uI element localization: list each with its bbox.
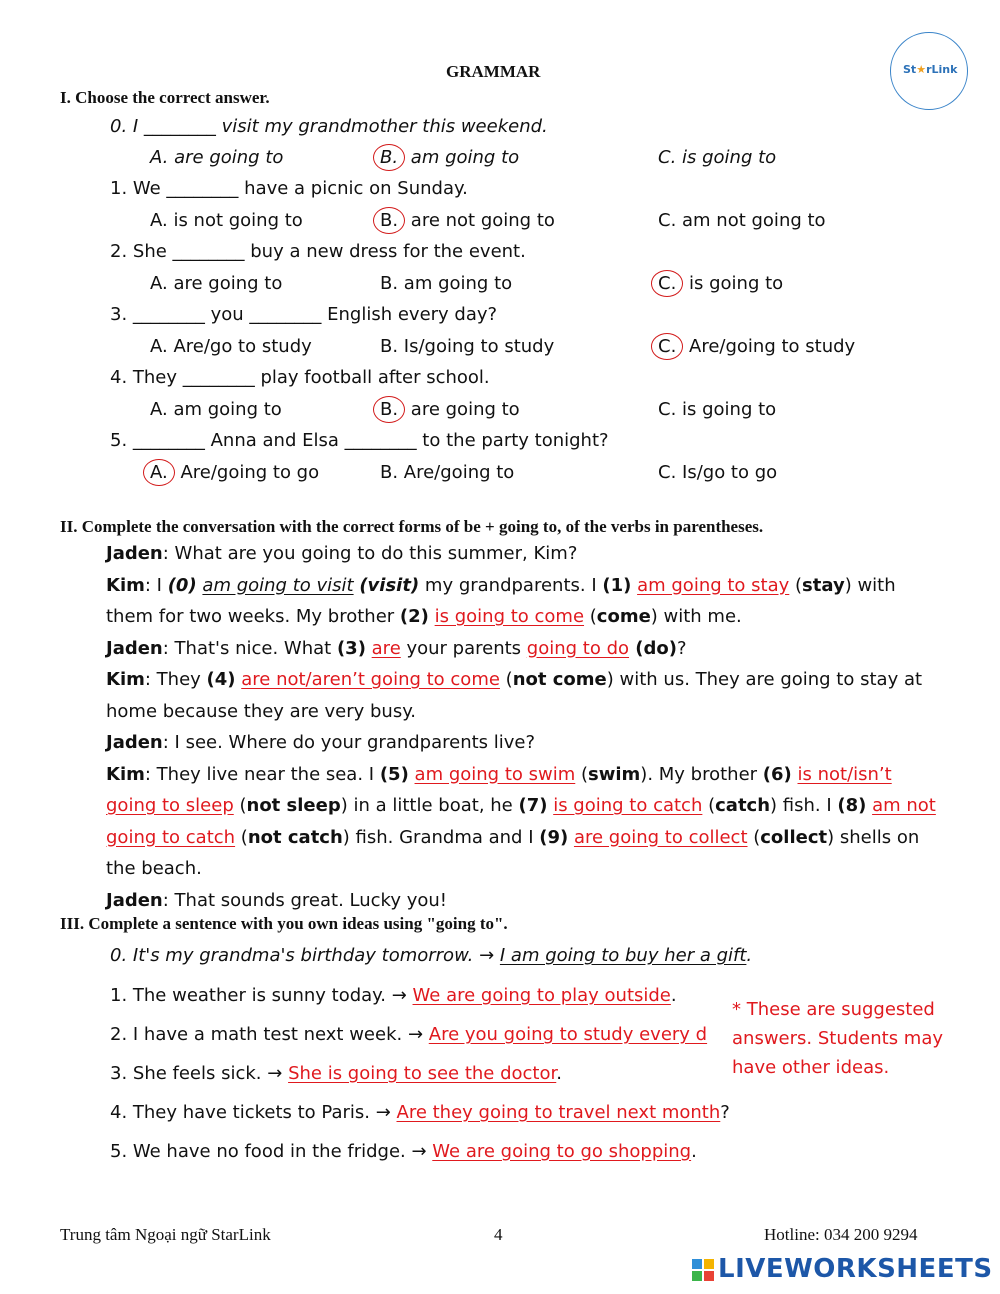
conversation (106, 538, 946, 916)
q2-option-c: C. is going to (658, 273, 783, 297)
answer-4: are not/aren’t going to come (241, 669, 500, 690)
s3-item-3: 3. She feels sick. → She is going to see the doctor. (110, 1063, 562, 1084)
answer-circle: B. (373, 207, 405, 234)
page-title: GRAMMAR (446, 62, 541, 81)
conv-line: Jaden: That's nice. What (3) are your parents going to do (do)? (106, 637, 687, 659)
q0-option-c: C. is going to (658, 147, 777, 168)
answer-3a: are (371, 637, 401, 659)
conv-line: Jaden: I see. Where do your grandparents live? (106, 732, 536, 753)
q1-option-c: C. am not going to (658, 210, 826, 231)
s3-item-4: 4. They have tickets to Paris. → Are they going to travel next month? (110, 1102, 730, 1123)
q3-option-c: C. Are/going to study (658, 336, 855, 360)
q1-stem: 1. We ________ have a picnic on Sunday. (110, 178, 468, 199)
answer-6: is not/isn’t going to sleep (106, 763, 892, 816)
q4-option-a: A. am going to (150, 399, 282, 420)
q4-stem: 4. They ________ play football after school. (110, 367, 490, 388)
conv-line: Kim: They live near the sea. I (5) am going to swim (swim). My brother (6) is not/isn’t going to sleep (not sleep) in a little boat, he (7) is going to catch (catch) fish. I (8) am not going to catch (not catch) fish. Grandma and I (9) are going to collect (collect) shells on the beach. (106, 763, 936, 879)
suggested-answers-note: * These are suggested answers. Students may have other ideas. (732, 999, 944, 1078)
q5-stem: 5. ________ Anna and Elsa ________ to the party tonight? (110, 430, 609, 451)
s3-item-5: 5. We have no food in the fridge. → We are going to go shopping. (110, 1141, 697, 1162)
q3-stem: 3. ________ you ________ English every day? (110, 304, 498, 325)
answer-5: am going to swim (414, 763, 576, 785)
s3-item-2: 2. I have a math test next week. → Are you going to study every d (110, 1024, 708, 1045)
answer-9: are going to collect (573, 826, 748, 848)
answer-3b: going to do (526, 637, 630, 659)
q5-option-b: B. Are/going to (380, 462, 515, 483)
answer-circle: A. (143, 459, 175, 486)
q3-option-b: B. Is/going to study (380, 336, 555, 357)
starlink-logo-text: St★rLink (903, 63, 958, 76)
answer-1: am going to stay (637, 574, 790, 596)
s3-item-0: 0. It's my grandma's birthday tomorrow. → I am going to buy her a gift. (110, 945, 753, 966)
section-3-heading: III. Complete a sentence with you own ideas using "going to". (60, 914, 508, 933)
liveworksheets-brand: LIVEWORKSHEETS (718, 1254, 993, 1284)
answer-circle: B. (373, 396, 405, 423)
page-number: 4 (494, 1225, 503, 1244)
footer-hotline: Hotline: 034 200 9294 (764, 1225, 918, 1244)
answer-8: am not going to catch (106, 795, 936, 848)
q0-stem: 0. I ________ visit my grandmother this weekend. (110, 116, 548, 137)
q0-option-b: B. am going to (380, 147, 519, 171)
section-1-heading: I. Choose the correct answer. (60, 88, 270, 107)
q5-option-c: C. Is/go to go (658, 462, 778, 483)
answer-2: is going to come (434, 606, 585, 627)
answer-7: is going to catch (553, 795, 703, 816)
q2-option-a: A. are going to (150, 273, 283, 294)
q2-stem: 2. She ________ buy a new dress for the event. (110, 241, 526, 262)
answer-0: am going to visit (202, 574, 354, 596)
section-2-heading: II. Complete the conversation with the correct forms of be + going to, of the verbs in parentheses. (60, 517, 764, 536)
q4-option-b: B. are going to (380, 399, 520, 423)
q4-option-c: C. is going to (658, 399, 777, 420)
liveworksheets-logo-icon (692, 1259, 714, 1281)
footer-center-name: Trung tâm Ngoại ngữ StarLink (60, 1225, 271, 1244)
answer-circle: C. (651, 333, 683, 360)
q1-option-b: B. are not going to (380, 210, 555, 234)
q1-option-a: A. is not going to (150, 210, 303, 231)
q5-option-a: A. Are/going to go (150, 462, 319, 486)
conv-line: Kim: I (0) am going to visit (visit) my grandparents. I (1) am going to stay (stay) with them for two weeks. My brother (2) is going to come (come) with me. (106, 574, 896, 627)
s3-item-1: 1. The weather is sunny today. → We are going to play outside. (110, 985, 677, 1006)
conv-line: Jaden: What are you going to do this summer, Kim? (106, 543, 578, 564)
q0-option-a: A. are going to (150, 147, 284, 168)
q2-option-b: B. am going to (380, 273, 513, 294)
conv-line: Jaden: That sounds great. Lucky you! (106, 889, 447, 911)
q3-option-a: A. Are/go to study (150, 336, 312, 357)
answer-circle: C. (651, 270, 683, 297)
conv-line: Kim: They (4) are not/aren’t going to come (not come) with us. They are going to stay at home because they are very busy. (106, 669, 923, 722)
answer-circle: B. (373, 144, 405, 171)
